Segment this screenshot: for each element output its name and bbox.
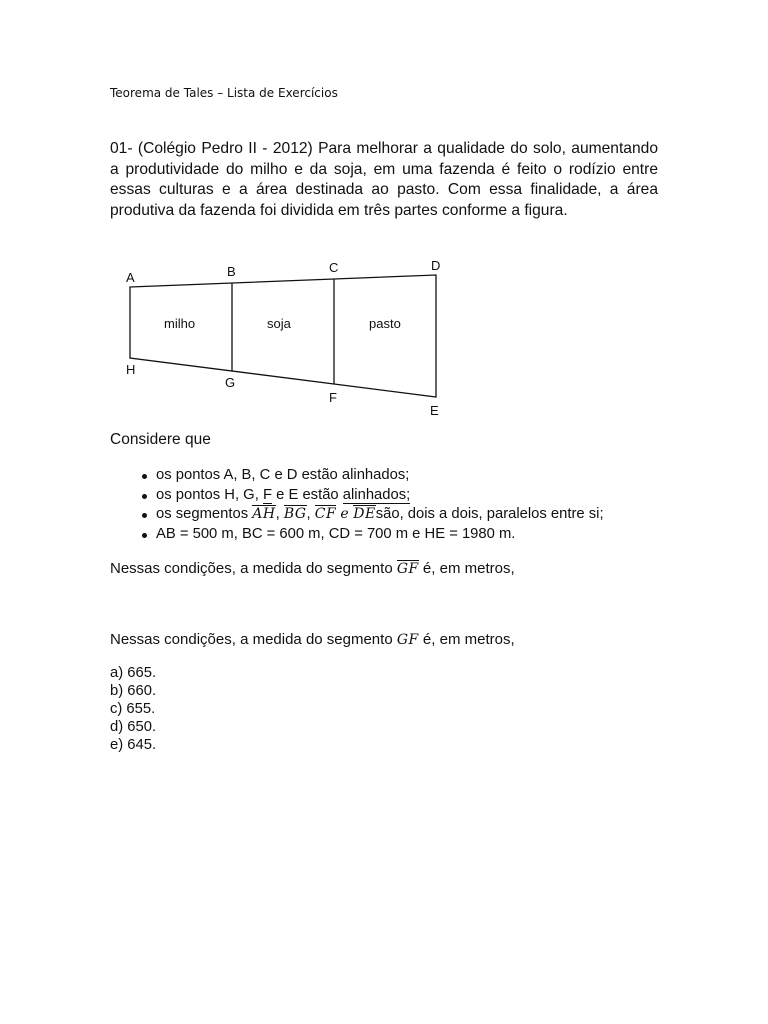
figure-svg [110,256,460,426]
list-item [140,525,604,545]
condition-statement-1 [110,560,515,577]
condition-suffix: é, em metros, [422,560,515,577]
condition-statement-2 [110,631,515,648]
conditions-list [140,466,604,544]
point-label-b: B [227,264,236,279]
segment-cf-label: CF [314,506,337,522]
bullet-text: os pontos A, B, C e D estão alinhados; [156,467,410,483]
point-label-a: A [126,270,135,285]
answer-option-a: a) 665. [110,665,157,681]
bullet-text-f: F [262,486,272,503]
bullet-text: os pontos H, G, [156,486,259,503]
question-text: 01- (Colégio Pedro II - 2012) Para melhorar a qualidade do solo, aumentando a produtividade do milho e da soja, em uma fazenda é feito o rodízio entre essas culturas e a área destinada ao pasto. Com essa finalidade, a área produtiva da fazenda foi dividida em três partes conforme a figura. [110,140,658,219]
answer-option-c: c) 655. [110,701,156,717]
list-item [140,486,604,506]
segment-gf: GF [396,632,419,648]
list-item: os segmentos AH, BG, CF e DEsão, dois a dois, paralelos entre si; [140,505,604,525]
segment-de: DE [353,506,376,522]
segment-bg-label: BG [283,506,307,522]
document-header: Teorema de Tales – Lista de Exercícios [110,86,338,100]
region-label-pasto: pasto [369,316,401,331]
farm-figure [110,256,460,426]
answer-options [110,664,156,754]
segment-gf-overlined: GF [396,561,419,577]
bullet-text-alinhados: alinhados; [342,486,411,503]
farm-outline [130,275,436,397]
segment-ah: AH [252,506,276,522]
region-label-milho: milho [164,316,196,331]
consider-heading: Considere que [110,431,211,448]
point-label-e: E [430,403,439,418]
answer-option-e: e) 645. [110,737,157,753]
answer-option-b: b) 660. [110,683,157,699]
bullet-text-e-conj: e [276,486,285,503]
bullet-text-e-estao: E estão [288,486,339,503]
point-label-d: D [431,258,441,273]
region-label-soja: soja [267,316,291,331]
condition-suffix: é, em metros, [422,631,515,648]
bullet-text: os segmentos [156,506,249,522]
bullet-text: são, dois a dois, paralelos entre si; [375,506,604,522]
point-label-c: C [329,260,339,275]
condition-prefix: Nessas condições, a medida do segmento [110,560,393,577]
list-item [140,466,604,486]
point-label-h: H [126,362,136,377]
point-label-g: G [225,375,236,390]
bullet-text: AB = 500 m, BC = 600 m, CD = 700 m e HE = 1980 m. [156,525,516,542]
answer-option-d: d) 650. [110,719,157,735]
condition-prefix: Nessas condições, a medida do segmento [110,631,393,648]
point-label-f: F [329,390,337,405]
segment-conj: e [340,506,350,522]
